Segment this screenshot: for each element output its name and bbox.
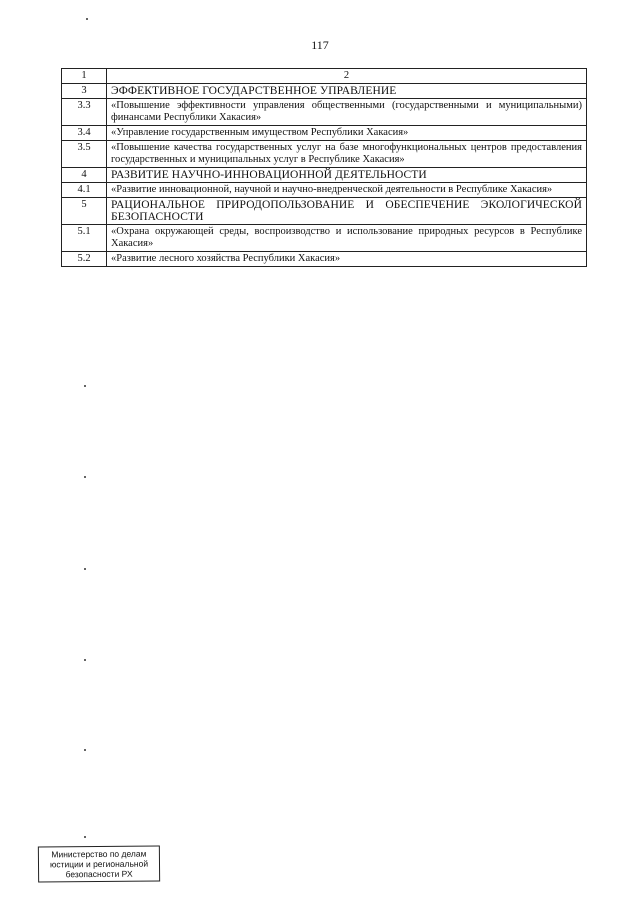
row-number: 5.2 [62, 252, 107, 267]
registration-stamp [38, 845, 160, 882]
program-name: «Развитие инновационной, научной и научно-внедренческой деятельности в Республике Хакасия» [107, 183, 587, 198]
row-number: 3 [62, 84, 107, 99]
scan-speck [84, 568, 86, 570]
stamp-line: юстиции и региональной [49, 858, 149, 870]
table-row [62, 225, 587, 252]
header-cell-title: 2 [107, 69, 587, 84]
table-row [62, 141, 587, 168]
header-cell-number: 1 [62, 69, 107, 84]
row-number: 4 [62, 168, 107, 183]
program-name: «Развитие лесного хозяйства Республики Хакасия» [107, 252, 587, 267]
table-row [62, 198, 587, 225]
row-number: 4.1 [62, 183, 107, 198]
table-header-row [62, 69, 587, 84]
program-name: «Охрана окружающей среды, воспроизводство и использование природных ресурсов в Республике Хакасия» [107, 225, 587, 252]
row-number: 3.5 [62, 141, 107, 168]
table-row [62, 84, 587, 99]
scan-speck [84, 836, 86, 838]
scan-speck [84, 385, 86, 387]
table-row [62, 126, 587, 141]
page-number: 117 [311, 38, 329, 52]
program-name: «Управление государственным имуществом Республики Хакасия» [107, 126, 587, 141]
row-number: 5 [62, 198, 107, 225]
section-title: ЭФФЕКТИВНОЕ ГОСУДАРСТВЕННОЕ УПРАВЛЕНИЕ [107, 84, 587, 99]
table-row [62, 99, 587, 126]
table-row [62, 183, 587, 198]
row-number: 5.1 [62, 225, 107, 252]
program-table [61, 68, 587, 267]
scan-speck [86, 18, 88, 20]
row-number: 3.4 [62, 126, 107, 141]
section-title: РАЗВИТИЕ НАУЧНО-ИННОВАЦИОННОЙ ДЕЯТЕЛЬНОСТИ [107, 168, 587, 183]
stamp-line: безопасности РХ [65, 868, 133, 880]
scan-speck [84, 749, 86, 751]
stamp-line: Министерство по делам [51, 848, 147, 860]
scan-speck [84, 476, 86, 478]
table-row [62, 168, 587, 183]
row-number: 3.3 [62, 99, 107, 126]
program-name: «Повышение качества государственных услуг на базе многофункциональных центров предоставления государственных и муниципальных услуг в Республике Хакасия» [107, 141, 587, 168]
scan-speck [84, 659, 86, 661]
table-row [62, 252, 587, 267]
section-title: РАЦИОНАЛЬНОЕ ПРИРОДОПОЛЬЗОВАНИЕ И ОБЕСПЕЧЕНИЕ ЭКОЛОГИЧЕСКОЙ БЕЗОПАСНОСТИ [107, 198, 587, 225]
program-name: «Повышение эффективности управления общественными (государственными и муниципальными) финансами Республики Хакасия» [107, 99, 587, 126]
